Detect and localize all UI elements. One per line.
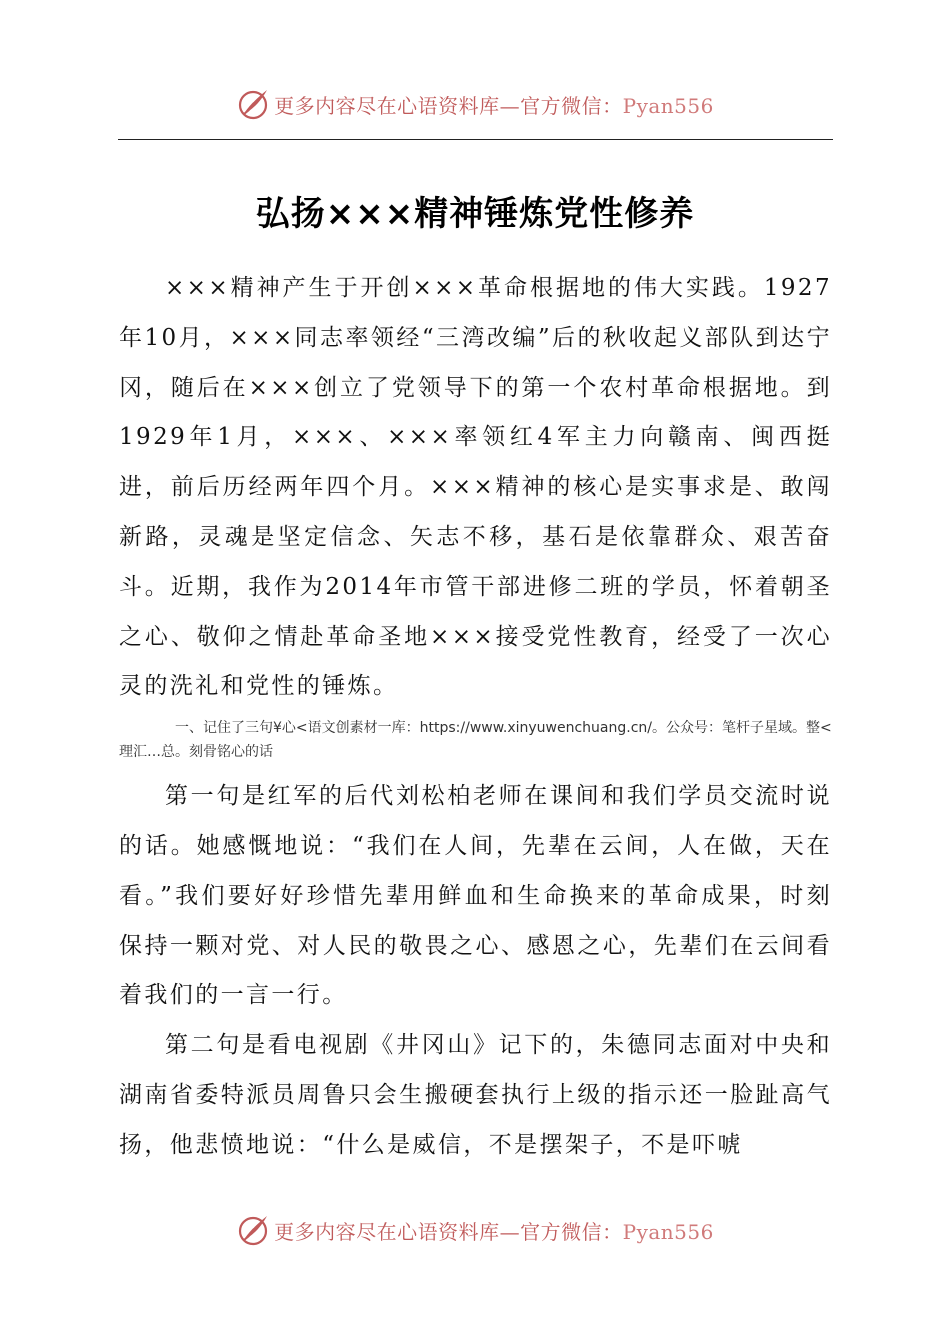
quill-pen-logo-icon xyxy=(236,1213,270,1247)
header-banner xyxy=(0,82,950,126)
header-divider xyxy=(118,139,833,140)
footer-banner xyxy=(0,1208,950,1252)
document-body xyxy=(119,264,832,1171)
header-wechat-id: Pyan556 xyxy=(622,93,714,118)
section-heading-note: 一、记住了三句¥心<语文创素材一库：https://www.xinyuwenchuang.cn/。公众号：笔杆子星域。整<理汇…总。刻骨铭心的话 xyxy=(119,720,832,761)
paragraph-second-sentence: 第二句是看电视剧《井冈山》记下的，朱德同志面对中央和湖南省委特派员周鲁只会生搬硬套执行上级的指示还一脸趾高气扬，他悲愤地说：“什么是威信，不是摆架子，不是吓唬 xyxy=(119,1032,832,1158)
paragraph-intro: ×××精神产生于开创×××革命根据地的伟大实践。1927年10月，×××同志率领经“三湾改编”后的秋收起义部队到达宁冈，随后在×××创立了党领导下的第一个农村革命根据地。到1929年1月，×××、×××率领红4军主力向赣南、闽西挺进，前后历经两年四个月。×××精神的核心是实事求是、敢闯新路，灵魂是坚定信念、矢志不移，基石是依靠群众、艰苦奋斗。近期，我作为2014年市管干部进修二班的学员，怀着朝圣之心、敬仰之情赴革命圣地×××接受党性教育，经受了一次心灵的洗礼和党性的锤炼。 xyxy=(119,275,832,700)
footer-banner-text: 更多内容尽在心语资料库—官方微信：Pyan556 xyxy=(274,1219,714,1244)
footer-wechat-id: Pyan556 xyxy=(622,1219,714,1244)
header-banner-text: 更多内容尽在心语资料库—官方微信：Pyan556 xyxy=(274,93,714,118)
paragraph-first-sentence: 第一句是红军的后代刘松柏老师在课间和我们学员交流时说的话。她感慨地说：“我们在人间，先辈在云间，人在做，天在看。”我们要好好珍惜先辈用鲜血和生命换来的革命成果，时刻保持一颗对党、对人民的敬畏之心、感恩之心，先辈们在云间看着我们的一言一行。 xyxy=(119,783,832,1009)
quill-pen-logo-icon xyxy=(236,87,270,121)
document-title: 弘扬×××精神锤炼党性修养 xyxy=(255,194,695,234)
